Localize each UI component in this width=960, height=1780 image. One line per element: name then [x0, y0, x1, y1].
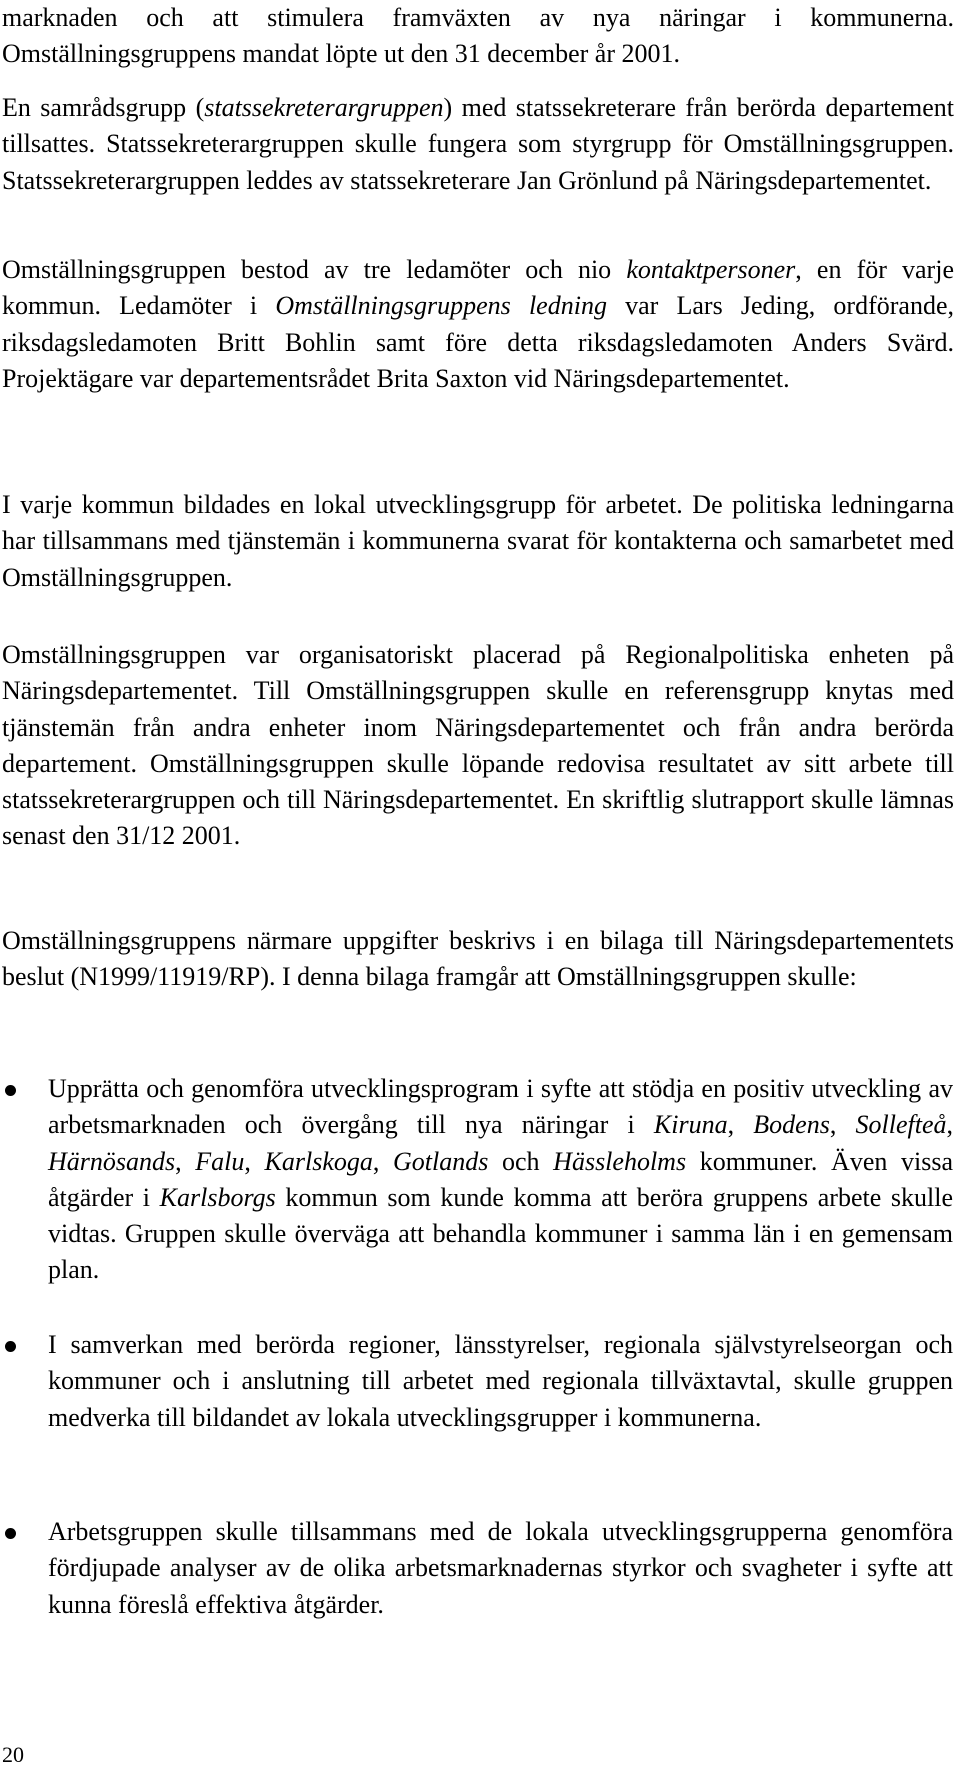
bullet-text: Arbetsgruppen skulle tillsammans med de lokala utvecklingsgrupperna genomföra fördjupade analyser av de olika arbetsmarknadernas styrkor och svagheter i syfte att kunna föreslå effektiva åtgärder. [48, 1517, 953, 1619]
paragraph-1: marknaden och att stimulera framväxten av nya näringar i kommunerna. Omställningsgruppens mandat löpte ut den 31 december år 2001. [2, 3, 954, 69]
paragraph-6: Omställningsgruppens närmare uppgifter beskrivs i en bilaga till Näringsdepartementets beslut (N1999/11919/RP). I denna bilaga framgår att Omställningsgruppen skulle: [2, 926, 954, 992]
paragraph-3: Omställningsgruppen bestod av tre ledamöter och nio kontaktpersoner, en för varje kommun. Ledamöter i Omställningsgruppens ledning var Lars Jeding, ordförande, riksdagsledamoten Britt Bohlin samt före detta riksdagsledamoten Anders Svärd. Projektägare var departementsrådet Brita Saxton vid Näringsdepartementet. [2, 255, 954, 393]
page-number: 20 [2, 1742, 24, 1767]
bullet-text: Upprätta och genomföra utvecklingsprogram i syfte att stödja en positiv utveckling av arbetsmarknaden och övergång till nya näringar i Kiruna, Bodens, Sollefteå, Härnösands, Falu, Karlskoga, Gotlands och Hässleholms kommuner. Även vissa åtgärder i Karlsborgs kommun som kunde komma att beröra gruppens arbete skulle vidtas. Gruppen skulle överväga att behandla kommuner i samma län i en gemensam plan. [48, 1074, 954, 1285]
paragraph-2: En samrådsgrupp (statssekreterargruppen) med statssekreterare från berörda departement tillsattes. Statssekreterargruppen skulle fungera som styrgrupp för Omställningsgruppen. Statssekreterargruppen leddes av statssekreterare Jan Grönlund på Näringsdepartementet. [2, 93, 954, 195]
paragraph-4: I varje kommun bildades en lokal utvecklingsgrupp för arbetet. De politiska ledningarna har tillsammans med tjänstemän i kommunerna svarat för kontakterna och samarbetet med Omställningsgruppen. [2, 490, 954, 592]
paragraph-5: Omställningsgruppen var organisatoriskt placerad på Regionalpolitiska enheten på Näringsdepartementet. Till Omställningsgruppen skulle en referensgrupp knytas med tjänstemän från andra enheter inom Näringsdepartementet och från andra berörda departement. Omställningsgruppen skulle löpande redovisa resultatet av sitt arbete till statssekreterargruppen och till Näringsdepartementet. En skriftlig slutrapport skulle lämnas senast den 31/12 2001. [2, 640, 954, 851]
bullet-text: I samverkan med berörda regioner, länsstyrelser, regionala självstyrelseorgan och kommuner och i anslutning till arbetet med regionala tillväxtavtal, skulle gruppen medverka till bildandet av lokala utvecklingsgrupper i kommunerna. [48, 1330, 953, 1432]
